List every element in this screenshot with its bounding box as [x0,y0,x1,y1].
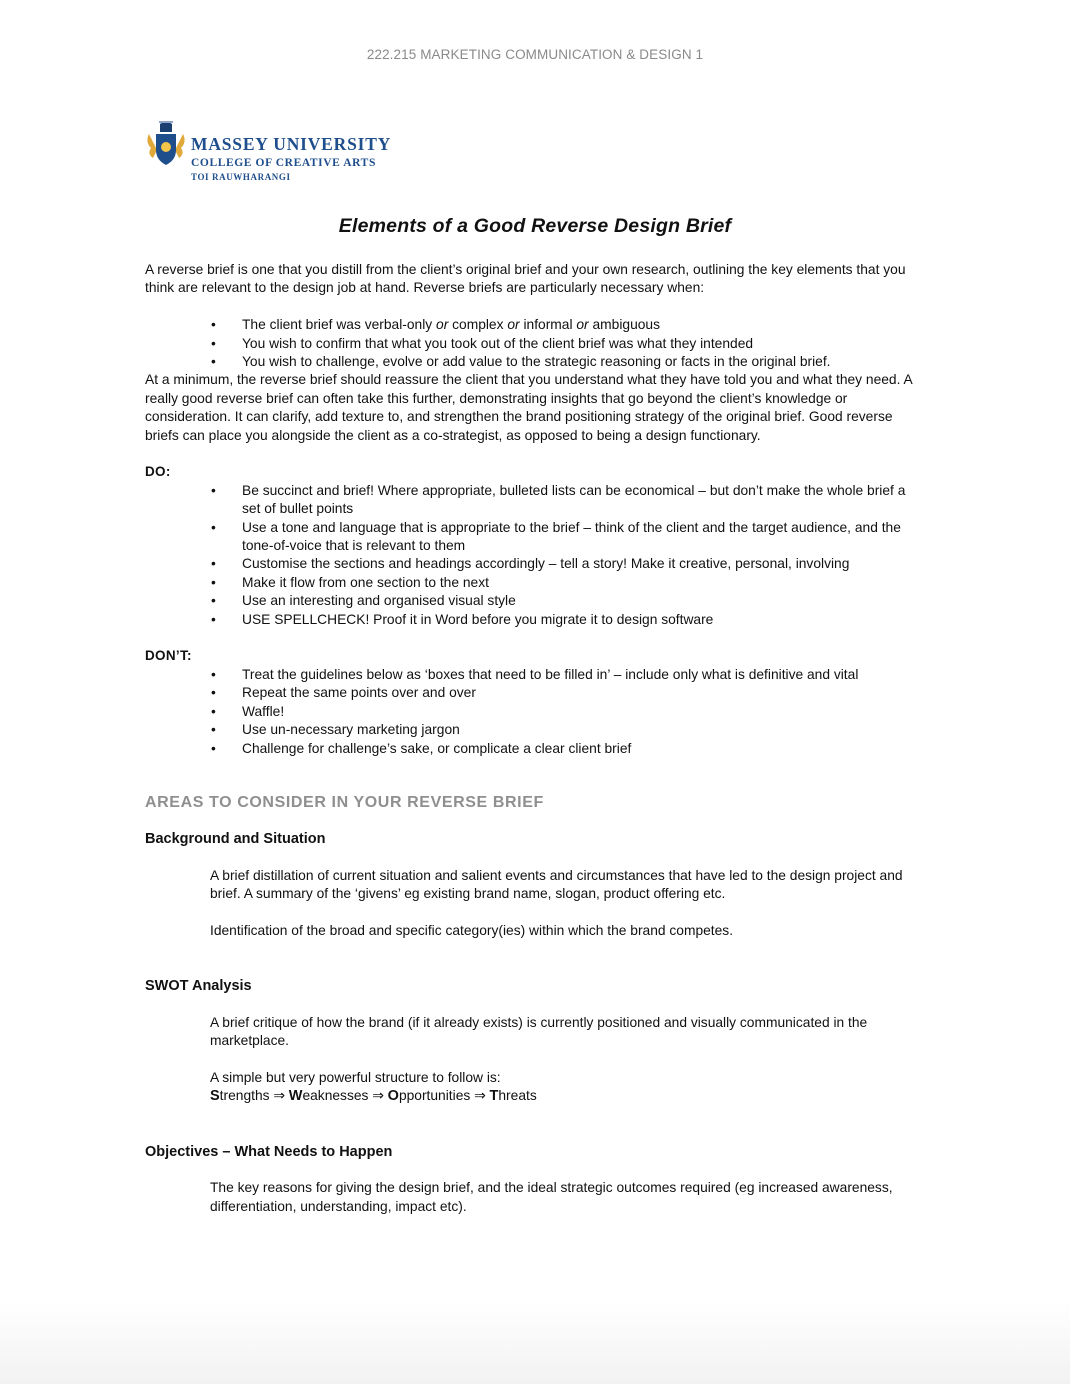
dont-item: • Waffle! [211,703,925,721]
swot-sequence: Strengths ⇒ Weaknesses ⇒ Opportunities ⇒ Threats [210,1088,537,1105]
intro-bullet-2: • You wish to confirm that what you took out of the client brief was what they intended [211,335,925,353]
do-label: DO: [145,464,171,480]
do-item: • USE SPELLCHECK! Proof it in Word before you migrate it to design software [211,611,925,629]
document-body [145,261,925,1216]
dont-item: • Repeat the same points over and over [211,684,925,702]
background-heading: Background and Situation [145,831,326,848]
dont-item: • Treat the guidelines below as ‘boxes that need to be filled in’ – include only what is definitive and vital [211,666,925,684]
course-header: 222.215 MARKETING COMMUNICATION & DESIGN 1 [366,47,704,62]
areas-heading: AREAS TO CONSIDER IN YOUR REVERSE BRIEF [145,793,544,811]
do-item: • Customise the sections and headings accordingly – tell a story! Make it creative, personal, involving [211,555,925,573]
minimum-paragraph: At a minimum, the reverse brief should reassure the client that you understand what they have told you and what they need. A really good reverse brief can often take this further, demonstrating insights that go beyond the client’s knowledge or consideration. It can clarify, add texture to, and strengthen the brand positioning strategy of the original brief. Good reverse briefs can place you alongside the client as a co-strategist, as opposed to being a design functionary. [145,372,912,443]
swot-paragraph-1: A brief critique of how the brand (if it already exists) is currently positioned and visually communicated in the marketplace. [210,1014,868,1049]
intro-bullet-list [145,316,925,371]
intro-paragraph: A reverse brief is one that you distill from the client’s original brief and your own research, outlining the key elements that you think are relevant to the design job at hand. Reverse briefs are particularly necessary when: [145,262,906,296]
dont-list [145,666,925,758]
document-title: Elements of a Good Reverse Design Brief [338,215,732,237]
objectives-heading: Objectives – What Needs to Happen [145,1143,393,1160]
do-list [145,482,925,629]
dont-item: • Use un-necessary marketing jargon [211,721,925,739]
dont-label: DON’T: [145,648,192,664]
university-crest-icon [145,120,187,168]
university-logo [145,120,391,183]
do-item: • Be succinct and brief! Where appropriate, bulleted lists can be economical – but don’t make the whole brief a set of bullet points [211,482,925,519]
objectives-paragraph: The key reasons for giving the design brief, and the ideal strategic outcomes required (eg increased awareness, differentiation, understanding, impact etc). [210,1180,893,1214]
swot-paragraph-2: A simple but very powerful structure to follow is: [210,1069,501,1085]
logo-university-name: MASSEY UNIVERSITY [191,134,392,154]
intro-bullet-3: • You wish to challenge, evolve or add value to the strategic reasoning or facts in the original brief. [211,353,925,371]
swot-heading: SWOT Analysis [145,978,252,995]
background-paragraph-1: A brief distillation of current situation and salient events and circumstances that have led to the design project and brief. A summary of the ‘givens’ eg existing brand name, slogan, product offering etc. [210,867,903,902]
do-item: • Use a tone and language that is appropriate to the brief – think of the client and the target audience, and the tone-of-voice that is relevant to them [211,519,925,556]
logo-college-name: COLLEGE OF CREATIVE ARTS [191,157,376,169]
background-paragraph-2: Identification of the broad and specific category(ies) within which the brand competes. [210,922,734,938]
dont-item: • Challenge for challenge’s sake, or complicate a clear client brief [211,740,925,758]
intro-bullet-1: • The client brief was verbal-only or complex or informal or ambiguous [211,316,925,334]
do-item: • Make it flow from one section to the next [211,574,925,592]
do-item: • Use an interesting and organised visual style [211,592,925,610]
logo-maori-name: TOI RAUWHARANGI [191,172,291,182]
